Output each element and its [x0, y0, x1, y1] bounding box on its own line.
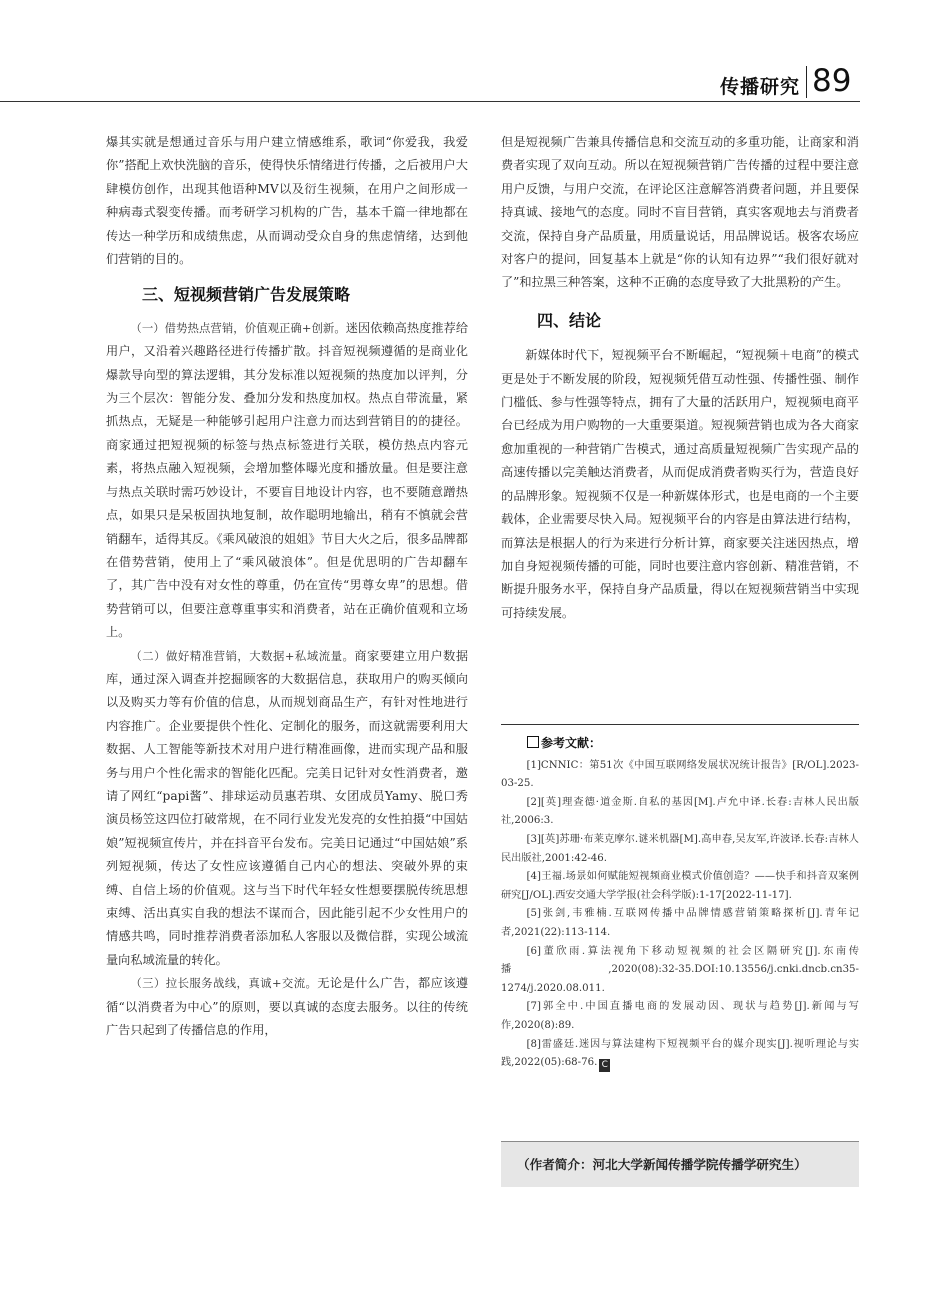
left-column: [106, 131, 468, 1042]
subsection-2-body: 商家要建立用户数据库，通过深入调查并挖掘顾客的大数据信息，获取用户的购买倾向以及购买力等有价值的信息，从而规划商品生产，有针对性地进行内容推广。企业要提供个性化、定制化的服务，而这就需要利用大数据、人工智能等新技术对用户进行精准画像，进而实现产品和服务与用户个性化需求的智能化匹配。完美日记针对女性消费者，邀请了网红“papi酱”、排球运动员惠若琪、女团成员Yamy、脱口秀演员杨笠这四位打破常规，在不同行业发光发亮的女性拍摄“中国姑娘”短视频宣传片，并在抖音平台发布。完美日记通过“中国姑娘”系列短视频，传达了女性应该遵循自己内心的想法、突破外界的束缚、自信上场的价值观。这与当下时代年轻女性想要摆脱传统思想束缚、活出真实自我的想法不谋而合，因此能引起不少女性用户的情感共鸣，同时推荐消费者添加私人客服以及微信群，实现公域流量向私域流量的转化。: [106, 648, 469, 967]
conclusion-paragraph: 新媒体时代下，短视频平台不断崛起，“短视频＋电商”的模式更是处于不断发展的阶段，短视频凭借互动性强、传播性强、制作门槛低、参与性强等特点，拥有了大量的活跃用户，短视频电商平台已经成为用户购物的一大重要渠道。短视频营销也成为各大商家愈加重视的一种营销广告模式，通过高质量短视频广告实现产品的高速传播以完美触达消费者，从而促成消费者购买行为，营造良好的品牌形象。短视频不仅是一种新媒体形式，也是电商的一个主要载体，企业需要尽快入局。短视频平台的内容是由算法进行结构，而算法是根据人的行为来进行分析计算，商家要关注迷因热点，增加自身短视频传播的可能，同时也要注意内容创新、精准营销，不断提升服务水平，保持自身产品质量，得以在短视频营销当中实现可持续发展。: [501, 348, 859, 620]
subsection-2-paragraph: [106, 645, 468, 973]
header-rule: [0, 101, 860, 102]
reference-item: [2][英]理查德·道金斯.自私的基因[M].卢允中译.长春:吉林人民出版社,2006:3.: [501, 796, 859, 827]
section-3-heading: 三、短视频营销广告发展策略: [142, 285, 351, 305]
reference-item: [5]张剑,韦雅楠.互联网传播中品牌情感营销策略探析[J].青年记者,2021(22):113-114.: [501, 908, 859, 938]
subsection-3-body: 无论是什么广告，都应该遵循“以消费者为中心”的原则，要以真诚的态度去服务。以往的传统广告只起到了传播信息的作用，: [106, 976, 469, 1038]
header-divider: [806, 66, 807, 98]
subsection-1-title: （一）借势热点营销，价值观正确+创新。: [130, 320, 346, 335]
subsection-1-paragraph: [106, 317, 468, 645]
reference-item: [7]郭全中.中国直播电商的发展动因、现状与趋势[J].新闻与写作,2020(8):89.: [501, 1001, 859, 1031]
end-mark-icon: C: [599, 1059, 610, 1072]
reference-item: [1]CNNIC：第51次《中国互联网络发展状况统计报告》[R/OL].2023-03-25.: [501, 759, 859, 790]
subsection-3-title: （三）拉长服务战线，真诚+交流。: [130, 976, 318, 991]
subsection-3-paragraph: [106, 972, 468, 1042]
subsection-2-title: （二）做好精准营销，大数据+私域流量。: [130, 648, 355, 663]
continued-paragraph: 但是短视频广告兼具传播信息和交流互动的多重功能，让商家和消费者实现了双向互动。所以在短视频营销广告传播的过程中要注意用户反馈，与用户交流，在评论区注意解答消费者问题，并且要保持真诚、接地气的态度。同时不盲目营销，真实客观地去与消费者交流，保持自身产品质量，用质量说话，用品牌说话。极客农场应对客户的提问，回复基本上就是“你的认知有边界”“我们很好就对了”和拉黑三种答案，这种不正确的态度导致了大批黑粉的产生。: [501, 135, 859, 290]
references-heading: 参考文献：: [527, 734, 859, 753]
reference-item-last: [8]雷盛廷.迷因与算法建构下短视频平台的媒介现实[J].视听理论与实践,2022(05):68-76. C: [501, 1038, 859, 1071]
reference-item: [6]董欣雨.算法视角下移动短视频的社会区隔研究[J].东南传播,2020(08):32-35.DOI:10.13556/j.cnki.dncb.cn35-1274/j.2020.08.011.: [501, 945, 859, 994]
page-number: 89: [812, 63, 852, 99]
section-4-heading: 四、结论: [537, 310, 602, 330]
reference-item: [4]王福.场景如何赋能短视频商业模式价值创造？——快手和抖音双案例研究[J/OL].西安交通大学学报(社会科学版):1-17[2022-11-17].: [501, 871, 859, 901]
references-rule: [501, 724, 859, 725]
reference-item: [3][英]苏珊·布莱克摩尔.谜米机器[M].高申春,吴友军,许波译.长春:吉林人民出版社,2001:42-46.: [501, 833, 859, 864]
subsection-1-body: 迷因依赖高热度推荐给用户，又沿着兴趣路径进行传播扩散。抖音短视频遵循的是商业化爆款导向型的算法逻辑，其分发标准以短视频的热度加以评判，分为三个层次：智能分发、叠加分发和热度加权。热点自带流量，紧抓热点，无疑是一种能够引起用户注意力而达到营销目的的捷径。商家通过把短视频的标签与热点标签进行关联，模仿热点内容元素，将热点融入短视频，会增加整体曝光度和播放量。但是要注意与热点关联时需巧妙设计，不要盲目地设计内容，也不要随意蹭热点，如果只是呆板固执地复制，故作聪明地输出，稍有不慎就会营销翻车，适得其反。《乘风破浪的姐姐》节目大火之后，很多品牌都在借势营销，使用上了“乘风破浪体”。但是优思明的广告却翻车了，其广告中没有对女性的尊重，仍在宣传“男尊女卑”的思想。借势营销可以，但要注意尊重事实和消费者，站在正确价值观和立场上。: [106, 320, 469, 640]
intro-paragraph: 爆其实就是想通过音乐与用户建立情感维系，歌词“你爱我，我爱你”搭配上欢快洗脑的音乐，使得快乐情绪进行传播，之后被用户大肆模仿创作，出现其他语种MV以及衍生视频，在用户之间形成一种病毒式裂变传播。而考研学习机构的广告，基本千篇一律地都在传达一种学历和成绩焦虑，从而调动受众自身的焦虑情绪，达到他们营销的目的。: [106, 135, 468, 267]
references-block: [501, 734, 859, 1073]
right-column: [501, 131, 859, 625]
author-note: （作者简介：河北大学新闻传播学院传播学研究生）: [501, 1141, 859, 1187]
journal-section-title: 传播研究: [719, 76, 800, 98]
checkbox-square-icon: [527, 736, 539, 748]
